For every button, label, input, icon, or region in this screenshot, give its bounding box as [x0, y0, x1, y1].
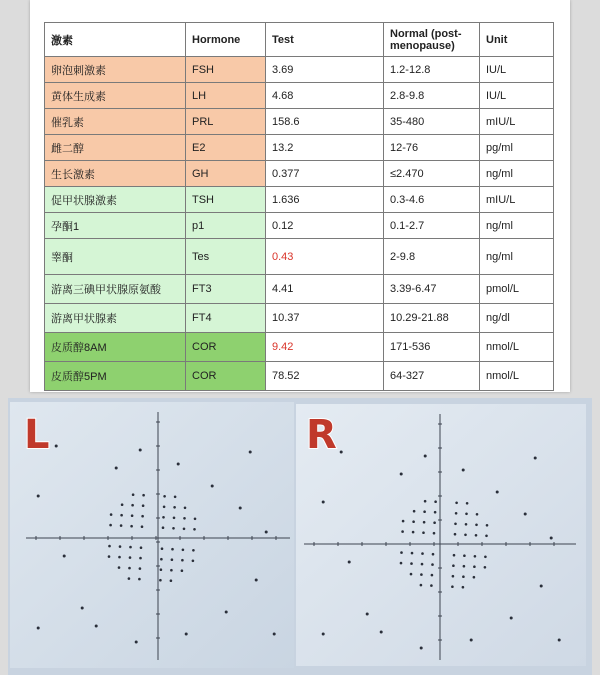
field-point — [402, 520, 405, 523]
field-point — [455, 512, 458, 515]
field-point — [185, 633, 188, 636]
field-point — [139, 567, 142, 570]
normal-range-cell: 2.8-9.8 — [384, 83, 480, 109]
field-point — [540, 585, 543, 588]
field-point — [162, 516, 165, 519]
field-point — [486, 524, 489, 527]
field-point — [174, 496, 177, 499]
table-row — [45, 213, 554, 239]
field-point — [464, 534, 467, 537]
test-value-cell: 3.69 — [266, 57, 384, 83]
test-value-cell: 1.636 — [266, 187, 384, 213]
field-point — [421, 552, 424, 555]
field-point — [465, 523, 468, 526]
table-header-row — [45, 23, 554, 57]
hormone-name-cell: 黄体生成素 — [45, 83, 186, 109]
unit-cell: mIU/L — [480, 187, 554, 213]
field-point — [431, 574, 434, 577]
header-chinese-name: 激素 — [45, 23, 186, 57]
hormone-code-cell: TSH — [186, 187, 266, 213]
field-point — [475, 524, 478, 527]
unit-cell: ng/dl — [480, 304, 554, 333]
header-unit: Unit — [480, 23, 554, 57]
field-point — [558, 639, 561, 642]
table-row — [45, 275, 554, 304]
field-point — [454, 533, 457, 536]
field-point — [420, 584, 423, 587]
field-point — [453, 554, 456, 557]
field-point — [192, 560, 195, 563]
field-point — [452, 564, 455, 567]
field-point — [474, 555, 477, 558]
field-point — [110, 513, 113, 516]
header-normal: Normal (post-menopause) — [384, 23, 480, 57]
normal-range-cell: 1.2-12.8 — [384, 57, 480, 83]
field-point — [141, 515, 144, 518]
field-point — [434, 511, 437, 514]
field-point — [434, 500, 437, 503]
normal-range-cell: 12-76 — [384, 135, 480, 161]
hormone-code-cell: GH — [186, 161, 266, 187]
hormone-code-cell: p1 — [186, 213, 266, 239]
field-point — [132, 493, 135, 496]
field-point — [142, 494, 145, 497]
hormone-name-cell: 游离甲状腺素 — [45, 304, 186, 333]
test-value-cell: 0.12 — [266, 213, 384, 239]
field-point — [118, 566, 121, 569]
field-point — [120, 524, 123, 527]
field-point — [192, 549, 195, 552]
table-row — [45, 83, 554, 109]
field-point — [462, 469, 465, 472]
field-point — [411, 552, 414, 555]
field-point — [473, 565, 476, 568]
hormone-code-cell: Tes — [186, 239, 266, 275]
field-point — [131, 504, 134, 507]
normal-range-cell: 2-9.8 — [384, 239, 480, 275]
field-point — [131, 514, 134, 517]
field-point — [430, 584, 433, 587]
field-point — [138, 578, 141, 581]
hormone-code-cell: E2 — [186, 135, 266, 161]
field-point — [473, 576, 476, 579]
field-point — [420, 573, 423, 576]
field-point — [160, 568, 163, 571]
field-point — [139, 449, 142, 452]
field-point — [524, 513, 527, 516]
right-eye-label: R — [306, 412, 337, 458]
field-point — [173, 506, 176, 509]
field-point — [128, 577, 131, 580]
field-point — [484, 566, 487, 569]
field-point — [129, 546, 132, 549]
hormone-code-cell: COR — [186, 333, 266, 362]
field-point — [423, 521, 426, 524]
field-point — [162, 526, 165, 529]
unit-cell: ng/ml — [480, 239, 554, 275]
unit-cell: ng/ml — [480, 161, 554, 187]
field-point — [433, 521, 436, 524]
field-point — [182, 549, 185, 552]
field-point — [422, 531, 425, 534]
field-point — [476, 513, 479, 516]
field-point — [410, 562, 413, 565]
hormone-code-cell: FT4 — [186, 304, 266, 333]
field-point — [366, 613, 369, 616]
field-point — [141, 525, 144, 528]
field-point — [265, 531, 268, 534]
normal-range-cell: 64-327 — [384, 362, 480, 391]
field-point — [109, 524, 112, 527]
field-point — [462, 575, 465, 578]
hormone-name-cell: 孕酮1 — [45, 213, 186, 239]
field-point — [177, 463, 180, 466]
normal-range-cell: 171-536 — [384, 333, 480, 362]
left-field-paper — [10, 402, 294, 668]
field-point — [95, 625, 98, 628]
field-point — [249, 451, 252, 454]
field-point — [550, 537, 553, 540]
field-point — [340, 451, 343, 454]
field-point — [465, 513, 468, 516]
field-point — [173, 517, 176, 520]
hormone-name-cell: 生长激素 — [45, 161, 186, 187]
test-value-cell: 13.2 — [266, 135, 384, 161]
field-point — [211, 485, 214, 488]
field-point — [412, 531, 415, 534]
field-point — [55, 445, 58, 448]
test-value-cell: 78.52 — [266, 362, 384, 391]
field-point — [421, 563, 424, 566]
header-hormone: Hormone — [186, 23, 266, 57]
normal-range-cell: 0.3-4.6 — [384, 187, 480, 213]
field-point — [400, 562, 403, 565]
hormone-table — [44, 22, 554, 391]
field-point — [171, 548, 174, 551]
field-point — [348, 561, 351, 564]
field-point — [470, 639, 473, 642]
table-row — [45, 109, 554, 135]
hormone-name-cell: 促甲状腺激素 — [45, 187, 186, 213]
field-point — [424, 455, 427, 458]
field-point — [380, 631, 383, 634]
hormone-name-cell: 卵泡刺激素 — [45, 57, 186, 83]
visual-field-chart — [8, 398, 592, 675]
field-point — [115, 467, 118, 470]
field-point — [431, 563, 434, 566]
lab-report-sheet — [30, 0, 570, 392]
field-point — [255, 579, 258, 582]
table-row — [45, 362, 554, 391]
hormone-name-cell: 催乳素 — [45, 109, 186, 135]
field-point — [433, 532, 436, 535]
hormone-name-cell: 皮质醇5PM — [45, 362, 186, 391]
field-point — [225, 611, 228, 614]
table-row — [45, 57, 554, 83]
field-point — [128, 567, 131, 570]
field-point — [401, 530, 404, 533]
unit-cell: ng/ml — [480, 213, 554, 239]
field-point — [37, 495, 40, 498]
hormone-code-cell: LH — [186, 83, 266, 109]
normal-range-cell: 0.1-2.7 — [384, 213, 480, 239]
field-point — [484, 556, 487, 559]
field-point — [410, 573, 413, 576]
field-point — [463, 554, 466, 557]
unit-cell: IU/L — [480, 83, 554, 109]
normal-range-cell: 10.29-21.88 — [384, 304, 480, 333]
hormone-code-cell: PRL — [186, 109, 266, 135]
field-point — [163, 506, 166, 509]
field-point — [139, 557, 142, 560]
left-eye-label: L — [24, 412, 50, 458]
field-point — [452, 575, 455, 578]
field-point — [400, 473, 403, 476]
field-point — [142, 504, 145, 507]
table-row — [45, 187, 554, 213]
test-value-cell: 4.68 — [266, 83, 384, 109]
unit-cell: pmol/L — [480, 275, 554, 304]
table-row — [45, 161, 554, 187]
hormone-code-cell: FSH — [186, 57, 266, 83]
field-point — [400, 551, 403, 554]
table-row — [45, 239, 554, 275]
field-point — [534, 457, 537, 460]
test-value-cell: 9.42 — [266, 333, 384, 362]
field-point — [193, 528, 196, 531]
field-point — [170, 579, 173, 582]
field-point — [140, 546, 143, 549]
field-point — [510, 617, 513, 620]
field-point — [423, 510, 426, 513]
field-point — [181, 569, 184, 572]
field-point — [183, 517, 186, 520]
test-value-cell: 0.377 — [266, 161, 384, 187]
field-point — [239, 507, 242, 510]
visual-field-photo — [8, 398, 592, 675]
field-point — [161, 547, 164, 550]
field-point — [424, 500, 427, 503]
test-value-cell: 158.6 — [266, 109, 384, 135]
field-point — [322, 633, 325, 636]
test-value-cell: 4.41 — [266, 275, 384, 304]
field-point — [466, 502, 469, 505]
unit-cell: nmol/L — [480, 333, 554, 362]
field-point — [172, 527, 175, 530]
hormone-code-cell: COR — [186, 362, 266, 391]
field-point — [451, 585, 454, 588]
field-point — [159, 579, 162, 582]
unit-cell: mIU/L — [480, 109, 554, 135]
field-point — [130, 525, 133, 528]
field-point — [118, 556, 121, 559]
field-point — [454, 523, 457, 526]
test-value-cell: 10.37 — [266, 304, 384, 333]
hormone-name-cell: 皮质醇8AM — [45, 333, 186, 362]
hormone-name-cell: 雌二醇 — [45, 135, 186, 161]
field-point — [119, 545, 122, 548]
field-point — [496, 491, 499, 494]
field-point — [412, 520, 415, 523]
field-point — [273, 633, 276, 636]
unit-cell: pg/ml — [480, 135, 554, 161]
table-row — [45, 304, 554, 333]
table-row — [45, 135, 554, 161]
table-row — [45, 333, 554, 362]
normal-range-cell: 3.39-6.47 — [384, 275, 480, 304]
normal-range-cell: ≤2.470 — [384, 161, 480, 187]
field-point — [160, 558, 163, 561]
field-point — [108, 545, 111, 548]
field-point — [121, 503, 124, 506]
field-point — [163, 495, 166, 498]
field-point — [455, 502, 458, 505]
hormone-code-cell: FT3 — [186, 275, 266, 304]
field-point — [322, 501, 325, 504]
test-value-cell: 0.43 — [266, 239, 384, 275]
field-point — [63, 555, 66, 558]
field-point — [170, 569, 173, 572]
field-point — [463, 565, 466, 568]
field-point — [485, 535, 488, 538]
field-point — [37, 627, 40, 630]
unit-cell: IU/L — [480, 57, 554, 83]
field-point — [184, 507, 187, 510]
field-point — [432, 553, 435, 556]
field-point — [475, 534, 478, 537]
hormone-name-cell: 睾酮 — [45, 239, 186, 275]
hormone-name-cell: 游离三碘甲状腺原氨酸 — [45, 275, 186, 304]
field-point — [420, 647, 423, 650]
field-point — [129, 556, 132, 559]
normal-range-cell: 35-480 — [384, 109, 480, 135]
unit-cell: nmol/L — [480, 362, 554, 391]
field-point — [183, 528, 186, 531]
field-point — [413, 510, 416, 513]
field-point — [120, 514, 123, 517]
field-point — [171, 558, 174, 561]
right-field-paper — [296, 404, 586, 666]
field-point — [81, 607, 84, 610]
field-point — [135, 641, 138, 644]
field-point — [108, 555, 111, 558]
header-test: Test — [266, 23, 384, 57]
field-point — [462, 586, 465, 589]
field-point — [194, 518, 197, 521]
field-point — [181, 559, 184, 562]
